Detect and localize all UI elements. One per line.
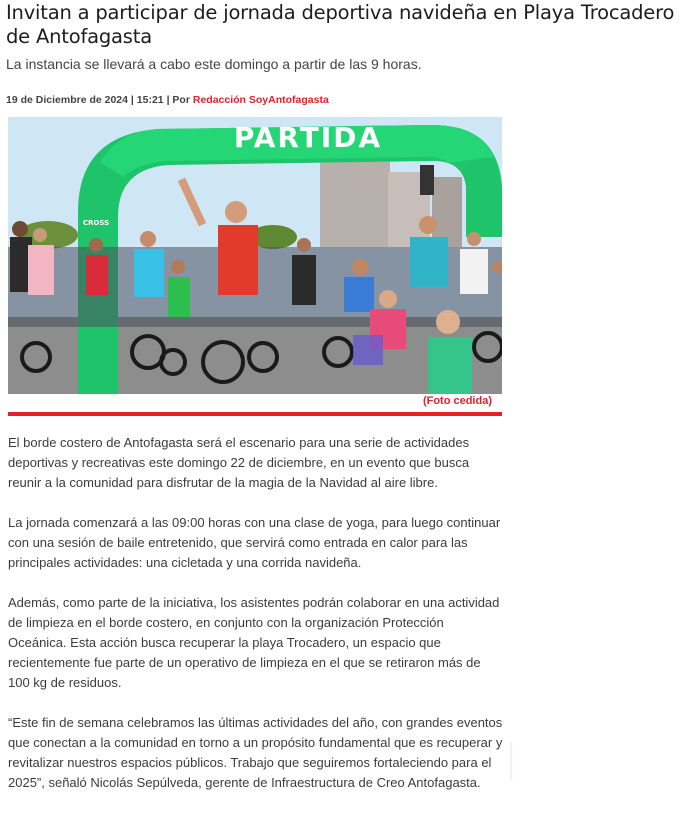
article-paragraph: “Este fin de semana celebramos las últimas actividades del año, con grandes eventos que conectan a la comunidad en torno a un propósito fundamental que es recuperar y revitalizar nuestros espacios públicos. Trabajo que seguiremos fortaleciendo para el 2025”, señaló Nicolás Sepúlveda, gerente de Infraestructura de Creo Antofagasta.: [8, 715, 503, 790]
photo-bike-decoration: [353, 335, 383, 365]
photo-traffic-light: [420, 165, 434, 195]
article-photo: [8, 117, 502, 416]
article-meta: [6, 93, 329, 107]
author-link[interactable]: Redacción SoyAntofagasta: [192, 94, 329, 106]
photo-accent-bar: [8, 412, 502, 416]
photo-illustration: [8, 117, 502, 394]
photo-caption: (Foto cedida): [422, 395, 492, 407]
byline-label: | Por: [166, 94, 190, 106]
meta-separator: |: [130, 94, 134, 106]
side-shadow: [510, 742, 513, 780]
article-paragraph: La jornada comenzará a las 09:00 horas con una clase de yoga, para luego continuar con una sesión de baile entretenido, que servirá como entrada en calor para las principales actividades: una cicletada y una corrida navideña.: [8, 515, 501, 570]
article-subtitle: La instancia se llevará a cabo este domingo a partir de las 9 horas.: [6, 56, 422, 72]
arch-label: PARTIDA: [233, 121, 383, 154]
article-headline: Invitan a participar de jornada deportiva navideña en Playa Trocadero de Antofagasta: [6, 1, 675, 48]
arch-brand: CROSS: [82, 219, 110, 227]
photo-building: [432, 177, 462, 247]
article-paragraph: Además, como parte de la iniciativa, los asistentes podrán colaborar en una actividad de limpieza en el borde costero, en conjunto con la organización Protección Oceánica. Esta acción busca recuperar la playa Trocadero, un espacio que recientemente fue parte de un operativo de limpieza en el que se retiraron más de 100 kg de residuos.: [8, 595, 500, 690]
article-paragraph: El borde costero de Antofagasta será el escenario para una serie de actividades deportivas y recreativas este domingo 22 de diciembre, en un evento que busca reunir a la comunidad para disfrutar de la magia de la Navidad al aire libre.: [8, 435, 470, 490]
article-body: [8, 433, 504, 813]
photo-building: [320, 157, 390, 247]
publish-date: 19 de Diciembre de 2024: [6, 94, 128, 106]
publish-time: 15:21: [136, 94, 164, 106]
